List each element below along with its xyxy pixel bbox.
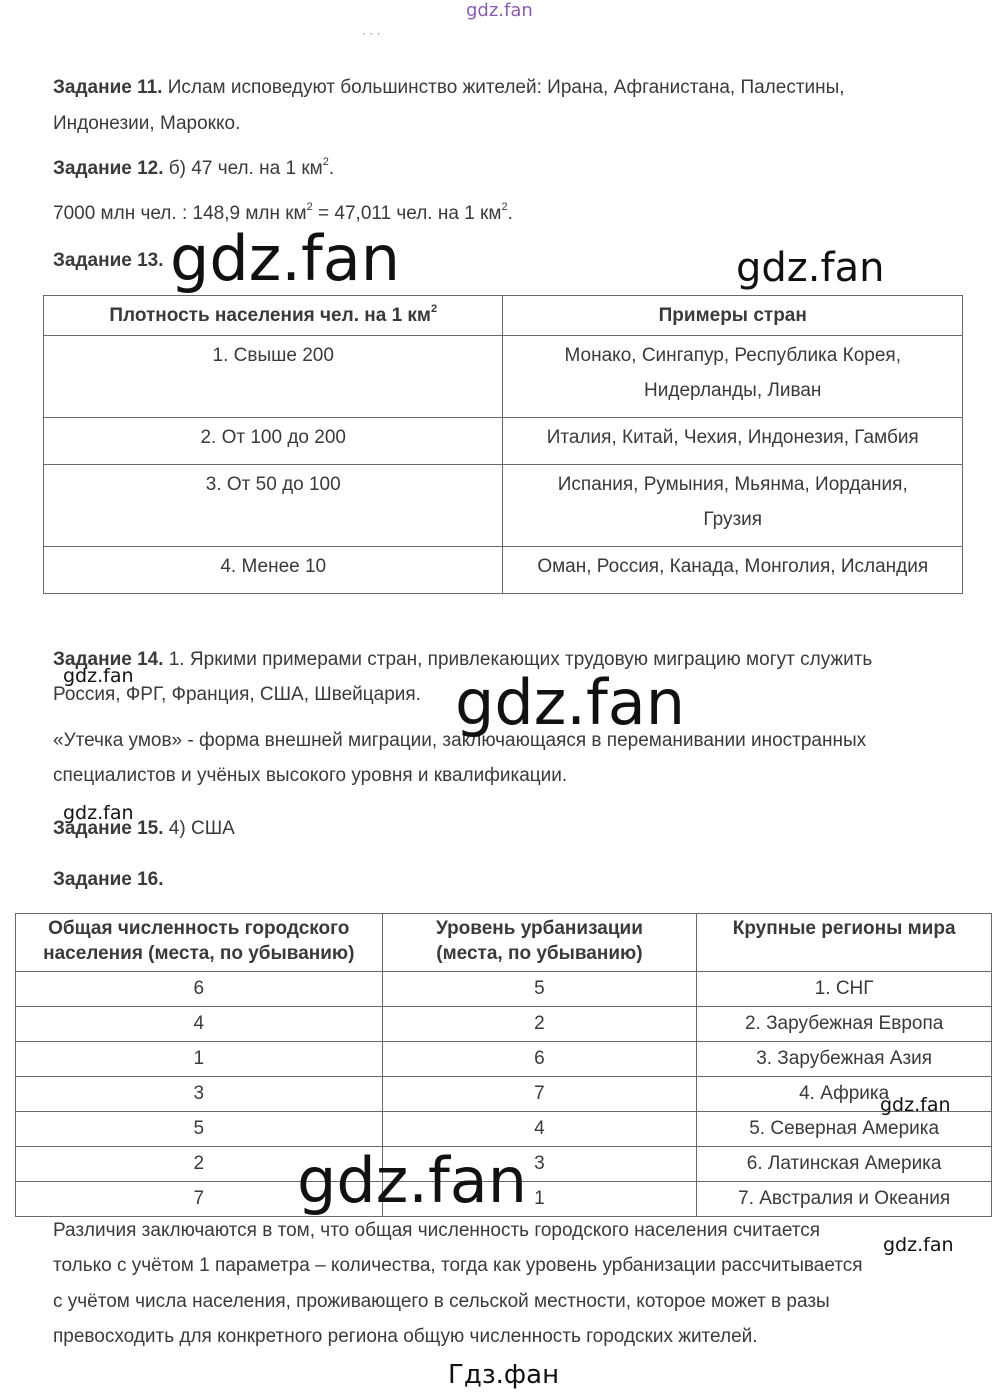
urbanization-cell: 2	[382, 1007, 697, 1042]
region-cell: 6. Латинская Америка	[697, 1147, 992, 1182]
urbanization-cell: 3	[382, 1147, 697, 1182]
watermark-small: gdz.fan	[880, 1094, 951, 1116]
watermark-footer: Гдз.фан	[448, 1360, 560, 1390]
density-header	[44, 296, 503, 336]
countries-line: Испания, Румыния, Мьянма, Иордания,	[557, 474, 908, 495]
header-line: Общая численность городского	[48, 918, 350, 939]
task12-calc-end: .	[507, 203, 513, 224]
countries-line: Нидерланды, Ливан	[644, 380, 822, 401]
countries-cell: Италия, Китай, Чехия, Индонезия, Гамбия	[503, 418, 963, 465]
task16-text4: превосходить для конкретного региона общую численность городских жителей.	[53, 1326, 758, 1347]
task15-answer: 4) США	[168, 818, 235, 839]
task12-answer-end: .	[328, 158, 335, 179]
task16-text3: с учётом числа населения, проживающего в сельской местности, которое может в разы	[53, 1291, 830, 1312]
watermark-large: gdz.fan	[455, 666, 686, 739]
watermark-large: gdz.fan	[297, 1144, 528, 1217]
density-table	[43, 295, 963, 594]
urbanization-table-header	[16, 914, 992, 972]
countries-cell	[503, 336, 963, 418]
task11-text2: Индонезии, Марокко.	[53, 113, 241, 134]
task12-answer: б) 47 чел. на 1 км	[168, 158, 323, 179]
task12-calc-part1: 7000 млн чел. : 148,9 млн км	[53, 203, 307, 224]
region-cell: 3. Зарубежная Азия	[697, 1042, 992, 1077]
region-cell: 1. СНГ	[697, 972, 992, 1007]
region-cell: 7. Австралия и Океания	[697, 1182, 992, 1217]
task12-answer-line	[53, 151, 334, 186]
task14-label: Задание 14.	[53, 649, 164, 670]
urbanization-level-header	[382, 914, 697, 972]
decorative-dots: · · ·	[362, 26, 381, 40]
task13-label: Задание 13.	[53, 250, 164, 271]
countries-cell: Оман, Россия, Канада, Монголия, Исландия	[503, 547, 963, 594]
density-table-header	[44, 296, 963, 336]
task15-label: Задание 15.	[53, 818, 164, 839]
urbanization-cell: 1	[382, 1182, 697, 1217]
total-urban-cell: 3	[16, 1077, 383, 1112]
urbanization-cell: 7	[382, 1077, 697, 1112]
table-row	[16, 972, 992, 1007]
task14-text4: специалистов и учёных высокого уровня и квалификации.	[53, 765, 568, 786]
density-cell: 1. Свыше 200	[44, 336, 503, 418]
density-header-sup: 2	[430, 302, 438, 315]
table-row	[44, 547, 963, 594]
total-urban-cell: 6	[16, 972, 383, 1007]
density-cell: 3. От 50 до 100	[44, 465, 503, 547]
task11-label: Задание 11.	[53, 77, 163, 98]
task11-line1	[53, 70, 845, 105]
countries-header: Примеры стран	[503, 296, 963, 336]
watermark-small: gdz.fan	[883, 1234, 954, 1256]
header-line: Уровень урбанизации	[435, 918, 643, 939]
urbanization-cell: 4	[382, 1112, 697, 1147]
urbanization-cell: 5	[382, 972, 697, 1007]
task12-calc-sup1: 2	[306, 200, 313, 213]
header-line: (места, по убыванию)	[436, 943, 643, 964]
total-urban-cell: 7	[16, 1182, 383, 1217]
region-cell: 5. Северная Америка	[697, 1112, 992, 1147]
watermark-medium: gdz.fan	[736, 245, 885, 291]
task14-text1: 1. Яркими примерами стран, привлекающих трудовую миграцию могут служить	[168, 649, 873, 670]
region-cell: 4. Африка	[697, 1077, 992, 1112]
watermark-small: gdz.fan	[63, 802, 134, 824]
table-row	[44, 465, 963, 547]
task14-text2: Россия, ФРГ, Франция, США, Швейцария.	[53, 684, 421, 705]
task12-calc-sup2: 2	[501, 200, 508, 213]
density-cell: 2. От 100 до 200	[44, 418, 503, 465]
total-urban-header	[16, 914, 383, 972]
watermark-small: gdz.fan	[63, 665, 134, 687]
task14-text3: «Утечка умов» - форма внешней миграции, заключающаяся в переманивании иностранных	[53, 730, 867, 751]
table-row	[16, 1077, 992, 1112]
total-urban-cell: 5	[16, 1112, 383, 1147]
region-cell: 2. Зарубежная Европа	[697, 1007, 992, 1042]
urbanization-cell: 6	[382, 1042, 697, 1077]
task16-label: Задание 16.	[53, 869, 164, 890]
density-cell: 4. Менее 10	[44, 547, 503, 594]
countries-cell	[503, 465, 963, 547]
task12-calc-part2: = 47,011 чел. на 1 км	[312, 203, 502, 224]
task16-text2: только с учётом 1 параметра – количества, тогда как уровень урбанизации рассчитывается	[53, 1255, 863, 1276]
table-row	[44, 418, 963, 465]
task12-label: Задание 12.	[53, 158, 164, 179]
regions-header: Крупные регионы мира	[697, 914, 992, 972]
total-urban-cell: 1	[16, 1042, 383, 1077]
table-row	[16, 1112, 992, 1147]
task12-answer-sup: 2	[322, 155, 329, 168]
total-urban-cell: 2	[16, 1147, 383, 1182]
watermark-top: gdz.fan	[466, 0, 533, 21]
total-urban-cell: 4	[16, 1007, 383, 1042]
table-row	[16, 1042, 992, 1077]
watermark-large: gdz.fan	[170, 222, 401, 295]
countries-line: Монако, Сингапур, Республика Корея,	[564, 345, 901, 366]
table-row	[16, 1007, 992, 1042]
task16-text1: Различия заключаются в том, что общая численность городского населения считается	[53, 1220, 821, 1241]
task11-text1: Ислам исповедуют большинство жителей: Ирана, Афганистана, Палестины,	[167, 77, 845, 98]
countries-line: Грузия	[703, 509, 763, 530]
header-line: населения (места, по убыванию)	[43, 943, 355, 964]
density-header-text: Плотность населения чел. на 1 км	[109, 305, 431, 326]
table-row	[44, 336, 963, 418]
